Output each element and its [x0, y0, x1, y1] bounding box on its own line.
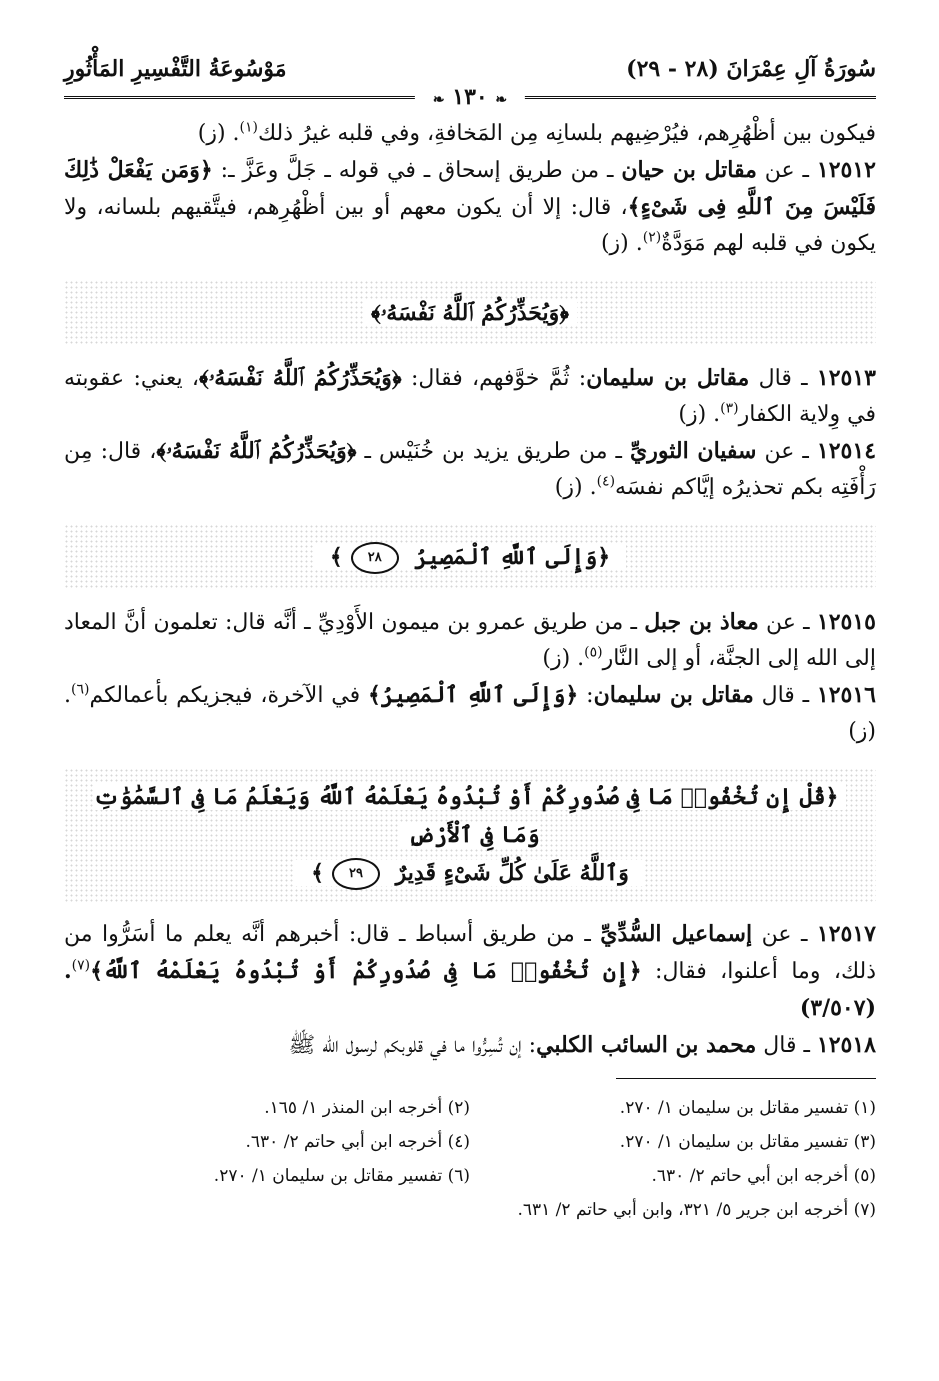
paragraph-continuation — [64, 116, 876, 152]
entry-12517 — [64, 916, 876, 1027]
header-rule — [64, 84, 876, 110]
entry-number: ١٢٥١٤ — [816, 438, 877, 464]
text: . (ز) — [197, 121, 240, 146]
entry-number: ١٢٥١٧ — [816, 921, 876, 947]
ayah-number-marker: ٢٩ — [332, 858, 380, 890]
entry-number: ١٢٥١٨ — [816, 1032, 876, 1058]
entry-number: ١٢٥١٢ — [816, 157, 876, 183]
text: ـ عن — [752, 922, 817, 947]
ayah-close: ﴾ — [322, 544, 351, 570]
ayah-text: ﴿وَيُحَذِّرُكُمُ ٱللَّهُ نَفْسَهُۥ﴾ — [363, 300, 577, 326]
page-number-value: ١٣٠ — [452, 84, 488, 110]
book-title: مَوْسُوعَةُ التَّفْسِيرِ المَأْثُورِ — [64, 56, 287, 82]
footnotes — [64, 1091, 876, 1227]
footnote-ref[interactable]: (٣) — [720, 400, 739, 417]
text: ـ قال — [753, 683, 817, 708]
page — [64, 52, 876, 1227]
footnote-ref[interactable]: (٤) — [596, 473, 616, 490]
text: ـ من طريق إسحاق ـ في قوله ـ جَلَّ وعَزَّ ـ: — [212, 158, 622, 183]
page-number — [415, 84, 525, 110]
text: ، يعني: عقوبته في وِلاية الكفار — [64, 366, 876, 427]
entry-12518 — [64, 1027, 876, 1064]
footnote-rule — [616, 1078, 876, 1079]
ayah-text: ﴿قُلْ إِن تُخْفُوا۟ مَا فِى صُدُورِكُمْ أَوْ تُبْدُوهُ يَعْلَمْهُ ٱللَّهُ وَيَعْلَمُ مَا فِى ٱلسَّمَٰوَٰتِ وَمَا فِى ٱلْأَرْضِ — [94, 784, 847, 848]
ayah-close: ﴾ — [303, 860, 332, 886]
text: . (ز) — [600, 231, 643, 256]
text: : ثُمَّ خوَّفهم، فقال: — [401, 366, 587, 391]
ayah-number-marker: ٢٨ — [351, 542, 399, 574]
ayah-heading — [64, 768, 876, 902]
text: ـ عن — [756, 439, 817, 464]
footnote-row — [64, 1091, 876, 1125]
surah-header: سُورَةُ آلِ عِمْرَانَ (٢٨ - ٢٩) — [626, 56, 876, 82]
entry-number: ١٢٥١٣ — [816, 365, 876, 391]
quran-quote: ﴿وَإِلَى ٱللَّهِ ٱلْمَصِيرُ﴾ — [367, 682, 579, 708]
entry-12512 — [64, 152, 876, 262]
ayah-heading — [64, 280, 876, 346]
narrator-name: مقاتل بن سليمان — [586, 365, 750, 391]
text: ـ قال — [756, 1033, 817, 1058]
text: ـ عن — [758, 610, 817, 635]
entry-number: ١٢٥١٦ — [816, 682, 876, 708]
text: : إن تُسِرُّوا ما في قلوبكم لرسول الله ﷺ — [288, 1033, 537, 1058]
text: ـ عن — [756, 158, 817, 183]
narrator-name: مقاتل بن سليمان — [593, 682, 754, 708]
rule-line-left — [64, 96, 424, 99]
footnote-ref[interactable]: (٧) — [71, 957, 91, 974]
footnote-row — [64, 1193, 876, 1227]
footnote-1: (١) تفسير مقاتل بن سليمان ١/ ٢٧٠. — [619, 1098, 876, 1118]
ayah-text-wrap — [314, 544, 626, 570]
footnote-row — [64, 1125, 876, 1159]
text: . (ز) — [554, 475, 597, 500]
footnote-3: (٣) تفسير مقاتل بن سليمان ١/ ٢٧٠. — [619, 1132, 876, 1152]
entry-number: ١٢٥١٥ — [816, 609, 876, 635]
footnote-ref[interactable]: (٥) — [584, 644, 603, 661]
entry-12514 — [64, 433, 876, 506]
text: . (ز) — [64, 683, 876, 744]
footnote-2: (٢) أخرجه ابن المنذر ١/ ١٦٥. — [264, 1098, 470, 1118]
text: . (ز) — [678, 402, 721, 427]
footnote-6: (٦) تفسير مقاتل بن سليمان ١/ ٢٧٠. — [213, 1166, 470, 1186]
running-header — [64, 52, 876, 82]
rule-line-right — [521, 96, 876, 99]
ayah-text-wrap — [295, 860, 645, 886]
text: ، قال: مِن رَأْفَتِه بكم تحذيرُه إيَّاكم نفسَه — [64, 439, 876, 500]
text: ـ من طريق عمرو بن ميمون الأَوْدِيِّ ـ أنَّه قال: تعلمون أنَّ المعاد إلى الله إلى الجنَّة، أو إلى النَّار — [64, 610, 876, 671]
quran-quote: ﴿وَيُحَذِّرُكُمُ ٱللَّهُ نَفْسَهُۥ﴾ — [199, 365, 402, 391]
text: فيكون بين أظْهُرِهم، فيُرْضِيهم بلسانِه مِن المَخافةِ، وفي قلبه غيرُ ذلك — [258, 121, 876, 146]
text: ـ من طريق أسباط ـ قال: أخبرهم أنَّه يعلم ما أسَرُّوا من ذلك، وما أعلنوا، فقال: — [64, 922, 876, 984]
ayah-line — [84, 778, 856, 854]
quran-quote: ﴿إِن تُخْفُوا۟ مَا فِى صُدُورِكُمْ أَوْ تُبْدُوهُ يَعْلَمْهُ ٱللَّهُ﴾ — [90, 958, 642, 984]
ayah-line — [84, 854, 856, 892]
quran-quote: ﴿وَمَن يَفْعَلْ ذَٰلِكَ فَلَيْسَ مِنَ ٱللَّهِ فِى شَىْءٍ﴾ — [64, 157, 876, 220]
narrator-name: معاذ بن جبل — [644, 609, 759, 635]
cross-reference: . (٣/٥٠٧) — [64, 958, 876, 1021]
quran-quote: ﴿وَيُحَذِّرُكُمُ ٱللَّهُ نَفْسَهُۥ﴾ — [156, 438, 357, 464]
ornament-icon: ❧ — [432, 92, 445, 108]
narrator-name: محمد بن السائب الكلبي — [536, 1032, 757, 1058]
narrator-name: مقاتل بن حيان — [621, 157, 757, 183]
narrator-name: إسماعيل السُّدِّيِّ — [600, 921, 753, 947]
text: ـ من طريق يزيد بن خُنَيْس ـ — [356, 439, 631, 464]
text: ـ قال — [749, 366, 817, 391]
footnote-4: (٤) أخرجه ابن أبي حاتم ٢/ ٦٣٠. — [245, 1132, 470, 1152]
footnote-ref[interactable]: (٢) — [642, 229, 662, 246]
entry-12516 — [64, 677, 876, 750]
ayah-text: ﴿وَإِلَى ٱللَّهِ ٱلْمَصِيرُ — [406, 544, 618, 570]
text: : — [578, 683, 594, 708]
entry-12515 — [64, 604, 876, 677]
footnote-ref[interactable]: (١) — [239, 119, 259, 136]
ayah-heading — [64, 524, 876, 590]
text: . (ز) — [542, 646, 585, 671]
footnote-row — [64, 1159, 876, 1193]
entry-12513 — [64, 360, 876, 433]
footnote-ref[interactable]: (٦) — [71, 681, 90, 698]
footnote-7: (٧) أخرجه ابن جرير ٥/ ٣٢١، وابن أبي حاتم ٢/ ٦٣١. — [517, 1200, 876, 1220]
text: ، قال: إلا أن يكون معهم أو بين أظْهُرِهم، فيتَّقيهم بلسانه، ولا يكون في قلبه لهم مَوَدَّةٌ — [64, 195, 876, 256]
footnote-5: (٥) أخرجه ابن أبي حاتم ٢/ ٦٣٠. — [651, 1166, 876, 1186]
ornament-icon: ❧ — [495, 92, 508, 108]
narrator-name: سفيان الثوريِّ — [630, 438, 757, 464]
ayah-text: وَٱللَّهُ عَلَىٰ كُلِّ شَىْءٍ قَدِيرٌ — [388, 860, 637, 886]
text: في الآخرة، فيجزيكم بأعمالكم — [89, 683, 368, 708]
